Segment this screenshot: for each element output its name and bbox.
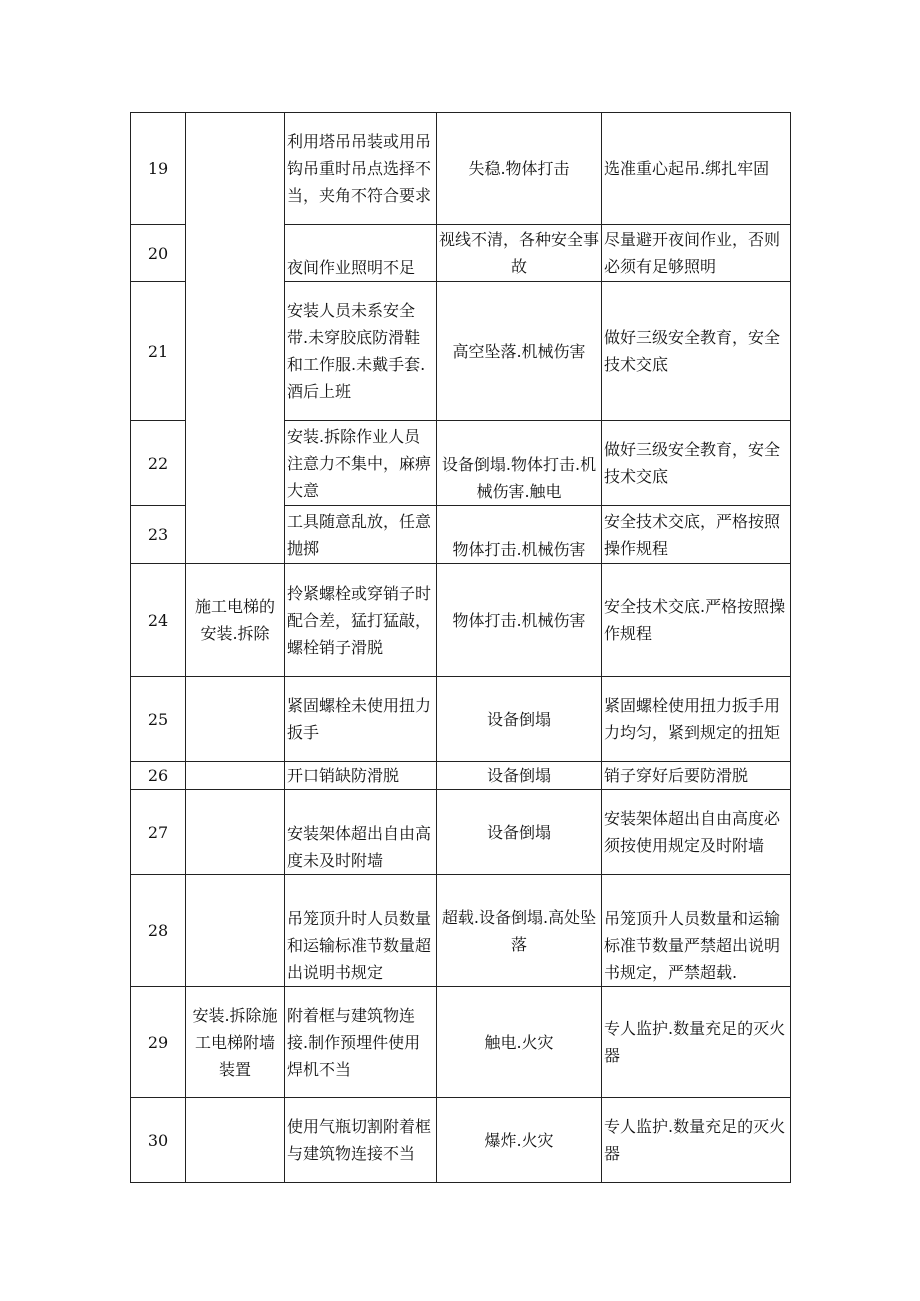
measure-cell: 安装架体超出自由高度必须按使用规定及时附墙 <box>602 790 791 875</box>
hazard-cell: 高空坠落.机械伤害 <box>437 282 602 421</box>
work-item-cell: 安装.拆除施工电梯附墙装置 <box>186 987 285 1098</box>
row-number: 19 <box>131 113 186 225</box>
row-number: 24 <box>131 564 186 677</box>
work-item-cell <box>186 790 285 875</box>
table-row <box>131 987 791 1098</box>
measure-cell: 做好三级安全教育，安全技术交底 <box>602 421 791 506</box>
hazard-cell: 视线不清，各种安全事故 <box>437 225 602 282</box>
row-number: 26 <box>131 762 186 790</box>
hazard-table <box>130 112 791 1183</box>
cause-cell: 安装人员未系安全带.未穿胶底防滑鞋和工作服.未戴手套.酒后上班 <box>285 282 437 421</box>
row-number: 22 <box>131 421 186 506</box>
cause-cell: 夜间作业照明不足 <box>285 225 437 282</box>
table-row <box>131 790 791 875</box>
row-number: 28 <box>131 875 186 987</box>
hazard-cell: 设备倒塌.物体打击.机械伤害.触电 <box>437 421 602 506</box>
table-row <box>131 677 791 762</box>
table-row <box>131 113 791 225</box>
measure-cell: 做好三级安全教育，安全技术交底 <box>602 282 791 421</box>
measure-cell: 尽量避开夜间作业，否则必须有足够照明 <box>602 225 791 282</box>
table-row <box>131 762 791 790</box>
cause-cell: 安装架体超出自由高度未及时附墙 <box>285 790 437 875</box>
row-number: 30 <box>131 1098 186 1183</box>
cause-cell: 安装.拆除作业人员注意力不集中，麻痹大意 <box>285 421 437 506</box>
hazard-cell: 触电.火灾 <box>437 987 602 1098</box>
work-item-cell <box>186 677 285 762</box>
measure-cell: 专人监护.数量充足的灭火器 <box>602 1098 791 1183</box>
hazard-cell: 物体打击.机械伤害 <box>437 506 602 564</box>
cause-cell: 紧固螺栓未使用扭力扳手 <box>285 677 437 762</box>
measure-cell: 安全技术交底.严格按照操作规程 <box>602 564 791 677</box>
hazard-cell: 失稳.物体打击 <box>437 113 602 225</box>
cause-cell: 开口销缺防滑脱 <box>285 762 437 790</box>
measure-cell: 销子穿好后要防滑脱 <box>602 762 791 790</box>
measure-cell: 安全技术交底，严格按照操作规程 <box>602 506 791 564</box>
cause-cell: 使用气瓶切割附着框与建筑物连接不当 <box>285 1098 437 1183</box>
hazard-cell: 物体打击.机械伤害 <box>437 564 602 677</box>
measure-cell: 选准重心起吊.绑扎牢固 <box>602 113 791 225</box>
measure-cell: 专人监护.数量充足的灭火器 <box>602 987 791 1098</box>
measure-cell: 紧固螺栓使用扭力扳手用力均匀，紧到规定的扭矩 <box>602 677 791 762</box>
row-number: 29 <box>131 987 186 1098</box>
hazard-cell: 设备倒塌 <box>437 762 602 790</box>
hazard-cell: 爆炸.火灾 <box>437 1098 602 1183</box>
row-number: 20 <box>131 225 186 282</box>
row-number: 25 <box>131 677 186 762</box>
hazard-cell: 设备倒塌 <box>437 790 602 875</box>
work-item-cell <box>186 1098 285 1183</box>
row-number: 23 <box>131 506 186 564</box>
work-item-cell <box>186 113 285 564</box>
cause-cell: 工具随意乱放，任意抛掷 <box>285 506 437 564</box>
hazard-cell: 设备倒塌 <box>437 677 602 762</box>
work-item-cell <box>186 875 285 987</box>
work-item-cell <box>186 762 285 790</box>
table-row <box>131 875 791 987</box>
cause-cell: 附着框与建筑物连接.制作预埋件使用焊机不当 <box>285 987 437 1098</box>
hazard-cell: 超载.设备倒塌.高处坠落 <box>437 875 602 987</box>
work-item-cell: 施工电梯的安装.拆除 <box>186 564 285 677</box>
cause-cell: 吊笼顶升时人员数量和运输标准节数量超出说明书规定 <box>285 875 437 987</box>
measure-cell: 吊笼顶升人员数量和运输标准节数量严禁超出说明书规定，严禁超载. <box>602 875 791 987</box>
table-row <box>131 1098 791 1183</box>
row-number: 21 <box>131 282 186 421</box>
cause-cell: 利用塔吊吊装或用吊钩吊重时吊点选择不当，夹角不符合要求 <box>285 113 437 225</box>
cause-cell: 拎紧螺栓或穿销子时配合差，猛打猛敲，螺栓销子滑脱 <box>285 564 437 677</box>
table-row <box>131 564 791 677</box>
row-number: 27 <box>131 790 186 875</box>
